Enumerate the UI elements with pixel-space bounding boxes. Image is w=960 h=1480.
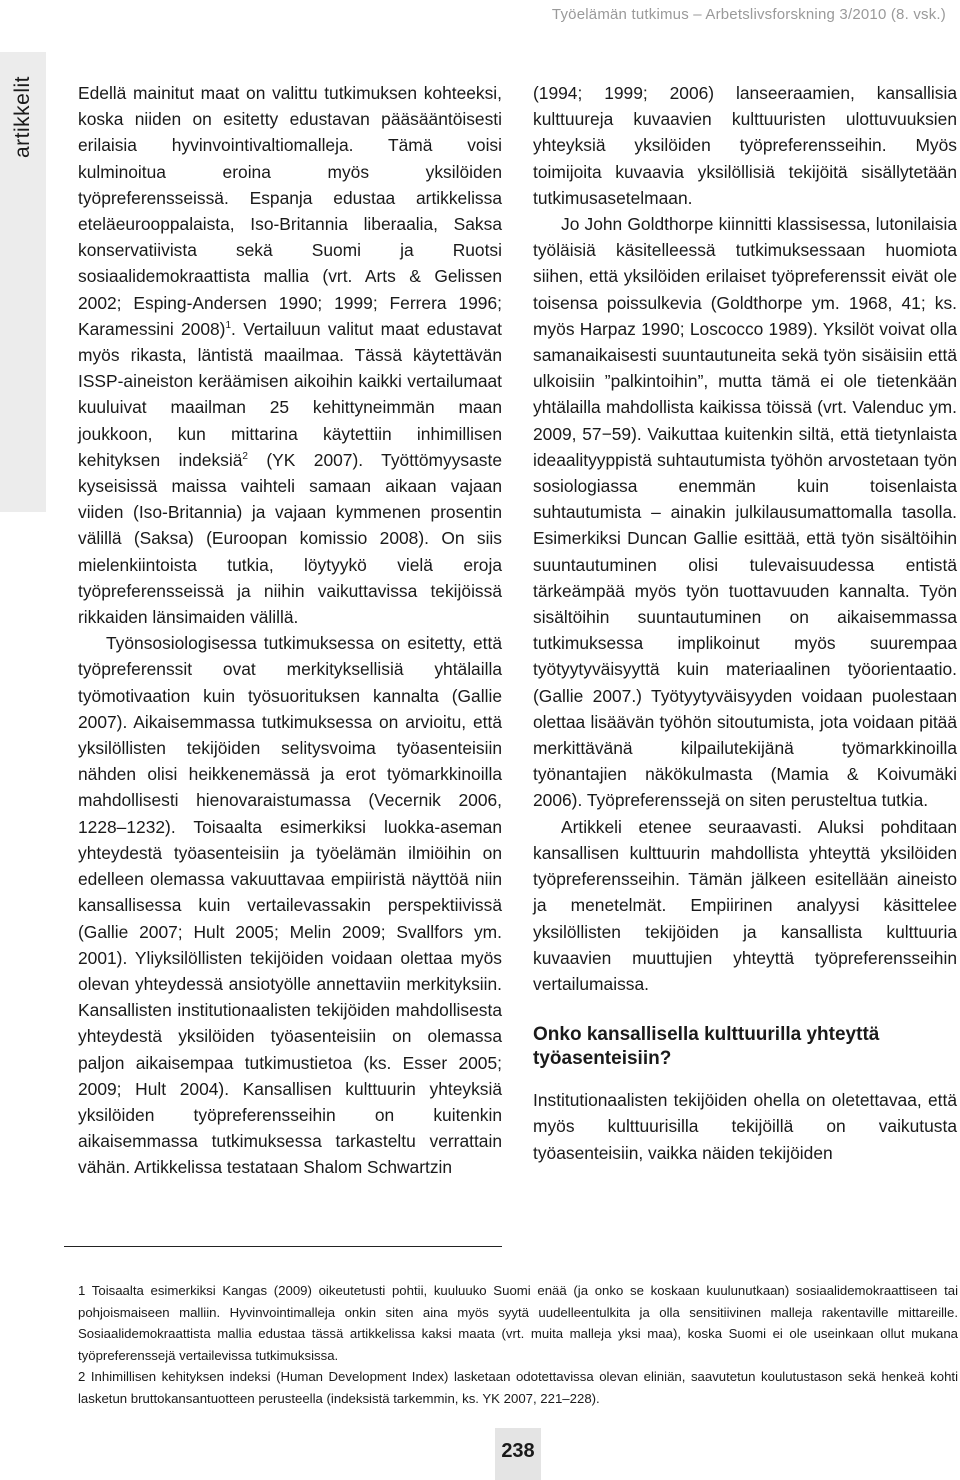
- running-head: Työelämän tutkimus – Arbetslivsforskning 3/2010 (8. vsk.): [551, 6, 946, 23]
- section-tab: [0, 52, 46, 512]
- section-heading: Onko kansallisella kulttuurilla yhteyttä työasenteisiin?: [533, 1024, 880, 1070]
- right-paragraph-3: Artikkeli etenee seuraavasti. Aluksi pohditaan kansallisen kulttuurin mahdollista yhteyttä yksilöiden työpreferensseihin. Tämän jälkeen esitellään aineisto ja menetelmät. Empiirinen analyysi käsittelee yksilöllisten tekijöiden ja kansallista kulttuuria kuvaavien muuttujien yhteyttä työpreferensseihin vertailumaissa.: [533, 816, 957, 994]
- right-paragraph-4: Institutionaalisten tekijöiden ohella on oletettavaa, että myös kulttuurisilla tekijöillä on vaikutusta työasenteisiin, vaikka näiden tekijöiden: [533, 1090, 957, 1163]
- right-paragraph-1: (1994; 1999; 2006) lanseeraamien, kansallisia kulttuureja kuvaavien kulttuuristen ulottuvuuksien yhteyksiä yksilöiden työpreferensseihin. Myös toimijoita kuvaavia yksilöllisiä tekijöitä sisällytetään tutkimusasetelmaan.: [533, 83, 957, 208]
- footnote-1: 1 Toisaalta esimerkiksi Kangas (2009) oikeutetusti pohtii, kuuluuko Suomi enää (ja onko se koskaan kuulunutkaan) sosiaalidemokraattiseen tai pohjoismaiseen malliin. Hyvinvointimalleja onkin siten aina myös syytä uudelleentulkita ja olla sensitiivinen malleja rakentaville mittareille. Sosiaalidemokraattista mallia edustaa tässä artikkelissa kaksi maata (vrt. muita malleja yksi maa), koska Suomi ei ole useinkaan ollut mukana työpreferenssejä vertailevissa tutkimuksissa.: [78, 1283, 958, 1363]
- left-p1-end: (YK 2007). Työttömyysaste kyseisissä maissa vaihteli samaan aikaan vajaan viiden (Iso-Britannia) ja vajaan kymmenen prosentin välillä (Saksa) (Euroopan komissio 2008). On siis mielenkiintoista tutkia, löytyykö vielä eroja työpreferensseissä ja niihin vaikuttavissa tekijöissä rikkaiden länsimaiden välillä.: [78, 449, 502, 628]
- footnote-2: 2 Inhimillisen kehityksen indeksi (Human Development Index) lasketaan odotettavissa olevan eliniän, saavutetun koulutustason sekä henkeä kohti lasketun bruttokansantuotteen perusteella (indeksistä tarkemmin, ks. YK 2007, 221–228).: [78, 1369, 958, 1406]
- page-number-box: [495, 1428, 541, 1480]
- left-paragraph-2: Työnsosiologisessa tutkimuksessa on esitetty, että työpreferenssit ovat merkityksellisiä yhtälailla työmotivaation kuin työsuorituksen kannalta (Gallie 2007). Aikaisemmassa tutkimuksessa on arvioitu, että yksilöllisten tekijöiden selitysvoima työasenteisiin nähden olisi heikkenemässä ja erot työmarkkinoilla mahdollisesti hienovaraistumassa (Vecernik 2006, 1228–1232). Toisaalta esimerkiksi luokka-aseman yhteydestä työasenteisiin ja työelämän ilmiöihin on edelleen olemassa vakuuttavaa empiiristä näyttöä niin kansallisessa kuin vertailevassakin perspektiivissä (Gallie 2007; Hult 2005; Melin 2009; Svallfors ym. 2001). Yliyksilöllisten tekijöiden voidaan olettaa myös olevan yhteydessä ansiotyölle annettaviin merkityksiin. Kansallisten institutionaalisten tekijöiden mahdollisesta yhteydestä yksilöiden työasenteisiin on olemassa paljon aikaisempaa tutkimustietoa (ks. Esser 2005; 2009; Hult 2004). Kansallisen kulttuurin yhteyksiä yksilöiden työpreferensseihin on kuitenkin aikaisemmassa tutkimuksessa tarkasteltu verrattain vähän. Artikkelissa testataan Shalom Schwartzin: [78, 633, 502, 1178]
- right-column: [533, 80, 957, 1166]
- right-paragraph-2: Jo John Goldthorpe kiinnitti klassisessa, lutonilaisia työläisiä käsitelleessä tutkimuksessaan huomiota siihen, että yksilöiden erilaiset työpreferenssit eivät ole toisensa poissulkevia (Goldthorpe ym. 1968, 41; ks. myös Harpaz 1990; Loscocco 1989). Yksilöt voivat olla samanaikaisesti suuntautuneita sekä työn sisäisiin että ulkoisiin ”palkintoihin”, mutta tämä ei ole tietenkään yhtälailla mahdollista kaikissa töissä (vrt. Valenduc ym. 2009, 57−59). Vaikuttaa kuitenkin siltä, että tietynlaista ideaalityyppistä suhtautumista työhön arvostetaan työn sosiologiassa enemmän kuin toisenlaista suhtautumista – ainakin julkilausumattomalla tasolla. Esimerkiksi Duncan Gallie esittää, että työn sisältöihin suuntautuminen olisi tulevaisuudessa entistä tärkeämpää myös työn tuottavuuden kannalta. Työn sisältöihin suuntautuminen on aikaisemmassa tutkimuksessa implikoinut myös suurempaa työtyytyväisyyttä kuin materiaalinen työorientaatio. (Gallie 2007.) Työtyytyväisyyden voidaan puolestaan olettaa lisäävän työhön sitoutumista, jota voidaan pitää merkittävänä kilpailutekijänä työmarkkinoilla työnantajien näkökulmasta (Mamia & Koivumäki 2006). Työpreferenssejä on siten perusteltua tutkia.: [533, 214, 957, 811]
- left-p1-cont: . Vertailuun valitut maat edustavat myös rikasta, läntistä maailmaa. Tässä käytettävän ISSP-aineiston keräämisen aikoihin kaikki vertailumaat kuuluivat maailman 25 kehittyneimmän maan joukkoon, kun mittarina käytettiin inhimillisen kehityksen indeksiä: [78, 318, 502, 470]
- section-tab-label: artikkelit: [11, 76, 34, 159]
- page-number: 238: [501, 1440, 535, 1462]
- left-column: [78, 80, 502, 1181]
- footnote-ref-1: 1: [225, 320, 232, 332]
- footnote-ref-2: 2: [242, 451, 248, 463]
- left-paragraph-1: [78, 80, 502, 630]
- footnotes: [78, 1280, 958, 1409]
- footnote-rule: [64, 1246, 502, 1247]
- left-p1-text: Edellä mainitut maat on valittu tutkimuksen kohteeksi, koska niiden on esitetty edustavan pääsääntöisesti erilaisia hyvinvointivaltiomalleja. Tämä voisi kulminoitua eroina myös yksilöiden työpreferensseissä. Espanja edustaa artikkelissa eteläeurooppalaista, Iso-Britannia liberaalia, Saksa konservatiivista sekä Suomi ja Ruotsi sosiaalidemokraattista mallia (vrt. Arts & Gelissen 2002; Esping-Andersen 1990; 1999; Ferrera 1996; Karamessini 2008): [78, 83, 502, 339]
